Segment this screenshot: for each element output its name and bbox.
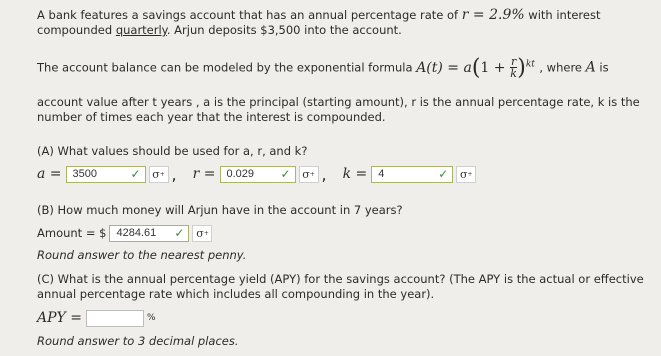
apy-label: APY = <box>37 310 82 326</box>
a-label: a = <box>37 166 62 182</box>
k-value: 4 <box>378 168 385 180</box>
a-value: 3500 <box>72 168 98 180</box>
checkmark-icon: ✓ <box>174 226 185 240</box>
checkmark-icon: ✓ <box>280 167 291 181</box>
partA-answers <box>37 163 476 185</box>
a-input[interactable] <box>66 166 146 183</box>
formula-numerator: r <box>510 55 517 69</box>
partB-question: (B) How much money will Arjun have in the account in 7 years? <box>37 203 403 217</box>
model-where: , where <box>539 60 586 75</box>
model-var-A: A <box>585 59 596 76</box>
checkmark-icon: ✓ <box>130 167 141 181</box>
intro-text: A bank features a savings account that has an annual percentage rate of <box>37 8 462 22</box>
model-is: is <box>595 60 609 75</box>
model-text-3: number of times each year that the interest is compounded. <box>37 110 386 124</box>
compound-frequency: quarterly <box>115 23 167 37</box>
model-paragraph <box>37 56 609 79</box>
formula-lhs: A(t) = a <box>416 59 472 76</box>
r-label: r = <box>192 166 216 182</box>
partC-note: Round answer to 3 decimal places. <box>37 334 239 348</box>
amount-label: Amount = $ <box>37 226 107 240</box>
amount-value: 4284.61 <box>116 227 157 239</box>
sigma-icon[interactable]: σ + <box>192 225 212 242</box>
intro-text-2: compounded <box>37 23 116 37</box>
partA-question: (A) What values should be used for a, r, and k? <box>37 144 308 158</box>
partC-question: (C) What is the annual percentage yield (APY) for the savings account? (The APY is the actual or effective annual percentage rate which includes all compounding in the year). <box>37 272 644 301</box>
sigma-icon[interactable]: σ + <box>456 166 476 183</box>
partB-answer <box>37 222 212 244</box>
r-value: 0.029 <box>226 168 255 180</box>
k-input[interactable] <box>371 166 453 183</box>
comma: , <box>321 164 327 184</box>
k-label: k = <box>342 166 368 182</box>
intro-paragraph <box>37 8 600 38</box>
formula: A(t) = a(1 + $\frac{r}{k}$ )$^{kt}$ <box>416 55 535 81</box>
amount-input[interactable] <box>109 225 189 242</box>
deposit-text: . Arjun deposits $3,500 into the account. <box>166 23 402 37</box>
formula-one: 1 + <box>480 59 506 76</box>
sigma-icon[interactable]: σ + <box>149 166 169 183</box>
model-text-2: account value after t years , a is the principal (starting amount), r is the annual percentage rate, k is the <box>37 95 640 109</box>
partB-note: Round answer to the nearest penny. <box>37 248 247 262</box>
model-paragraph-2 <box>37 95 640 125</box>
model-text: The account balance can be modeled by the exponential formula <box>37 60 417 75</box>
comma: , <box>171 164 177 184</box>
r-input[interactable] <box>220 166 296 183</box>
apy-input[interactable] <box>86 310 144 327</box>
percent-sign: % <box>146 313 156 323</box>
apr-value: r = 2.9% <box>461 7 525 23</box>
partC-answer <box>37 307 156 329</box>
formula-exponent: kt <box>525 59 535 69</box>
formula-denominator: k <box>510 67 517 81</box>
sigma-icon[interactable]: σ + <box>299 166 319 183</box>
intro-text-end: with interest <box>524 8 601 22</box>
checkmark-icon: ✓ <box>438 167 449 181</box>
